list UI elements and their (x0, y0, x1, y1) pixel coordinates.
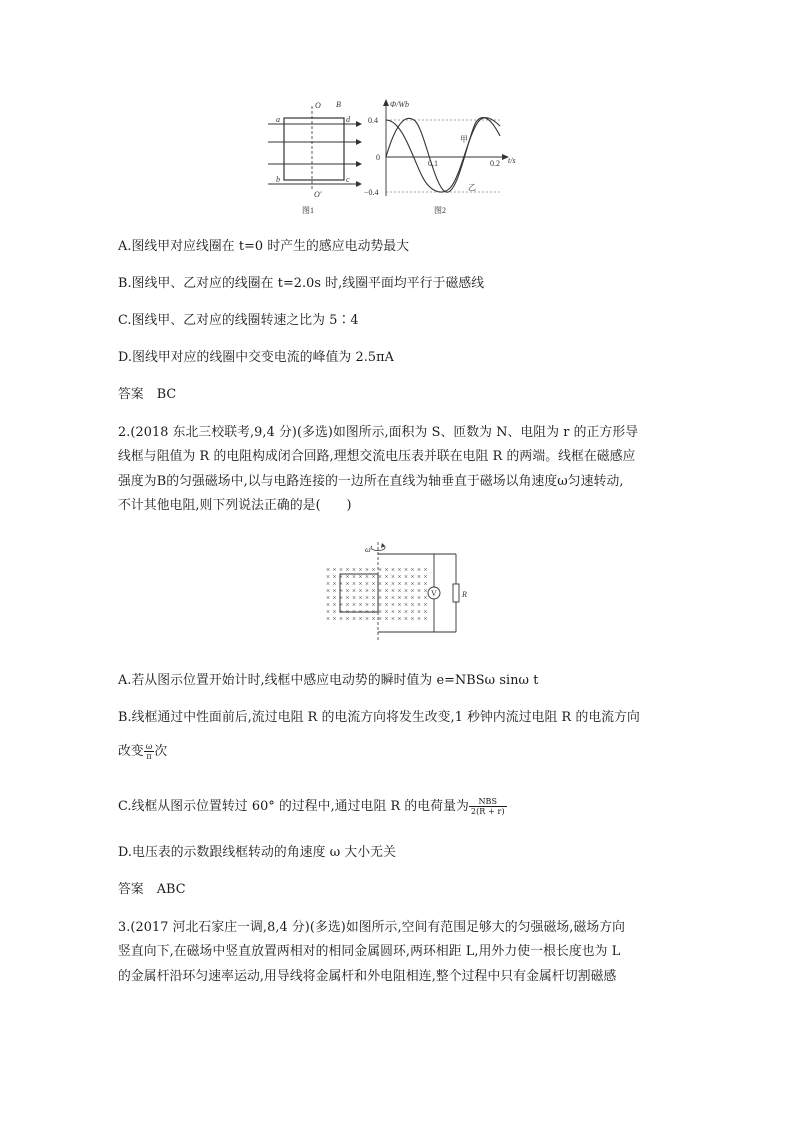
voltmeter-label: V (431, 589, 437, 598)
field-cross-mark: × (326, 594, 330, 602)
top-figure (262, 96, 532, 220)
field-cross-mark: × (339, 601, 343, 609)
field-cross-mark: × (371, 587, 376, 595)
field-cross-mark: × (345, 587, 350, 595)
magnetic-field-crosses (326, 566, 428, 623)
field-cross-mark: × (371, 580, 376, 588)
field-cross-mark: × (358, 608, 363, 616)
field-cross-mark: × (410, 587, 415, 595)
field-cross-mark: × (384, 608, 389, 616)
q2-answer: 答案 ABC (118, 882, 186, 897)
field-cross-mark: × (365, 573, 369, 581)
q2-stem-line-4: 不计其他电阻,则下列说法正确的是( ) (118, 498, 352, 513)
q2-stem-line-1: 2.(2018 东北三校联考,9,4 分)(多选)如图所示,面积为 S、匝数为 N、电阻为 r 的正方形导 (118, 425, 639, 440)
field-cross-mark: × (391, 580, 395, 588)
field-cross-mark: × (339, 580, 343, 588)
q2-option-b-prefix: 改变 (118, 744, 144, 759)
field-cross-mark: × (332, 615, 337, 623)
q2-option-b-line-2 (118, 742, 167, 761)
field-cross-mark: × (404, 580, 408, 588)
field-cross-mark: × (345, 566, 350, 574)
curve-jia (386, 118, 500, 193)
field-cross-mark: × (404, 594, 408, 602)
field-cross-mark: × (384, 580, 389, 588)
resistor-label: R (462, 590, 467, 599)
field-cross-mark: × (339, 587, 343, 595)
field-cross-mark: × (371, 573, 376, 581)
field-cross-mark: × (332, 573, 337, 581)
field-cross-mark: × (365, 594, 369, 602)
field-cross-mark: × (423, 608, 428, 616)
field-cross-mark: × (397, 608, 402, 616)
field-cross-mark: × (326, 587, 330, 595)
field-cross-mark: × (423, 587, 428, 595)
fig2-y-top: 0.4 (368, 116, 378, 125)
field-cross-mark: × (345, 601, 350, 609)
field-cross-mark: × (404, 601, 408, 609)
field-cross-mark: × (417, 601, 421, 609)
q1-option-c: C.图线甲、乙对应的线圈转速之比为 5∶4 (118, 313, 359, 328)
field-cross-mark: × (397, 601, 402, 609)
q2-stem-line-2: 线框与阻值为 R 的电阻构成闭合回路,理想交流电压表并联在电阻 R 的两端。线框在磁感应 (118, 449, 636, 464)
field-cross-mark: × (404, 587, 408, 595)
field-cross-mark: × (365, 615, 369, 623)
field-cross-mark: × (384, 573, 389, 581)
field-cross-mark: × (326, 608, 330, 616)
field-cross-mark: × (423, 580, 428, 588)
field-cross-mark: × (332, 580, 337, 588)
field-cross-mark: × (339, 615, 343, 623)
field-cross-mark: × (352, 608, 356, 616)
fig2-label-jia: 甲 (460, 135, 468, 144)
field-cross-mark: × (397, 580, 402, 588)
field-cross-mark: × (423, 594, 428, 602)
field-cross-mark: × (345, 615, 350, 623)
fig1-label-O: O (315, 101, 321, 110)
field-cross-mark: × (339, 573, 343, 581)
q2-option-c-text: C.线框从图示位置转过 60° 的过程中,通过电阻 R 的电荷量为 (118, 799, 469, 814)
fig1-label-b: b (276, 175, 280, 184)
field-cross-mark: × (371, 566, 376, 574)
field-cross-mark: × (410, 573, 415, 581)
field-cross-mark: × (326, 601, 330, 609)
field-cross-mark: × (332, 601, 337, 609)
field-cross-mark: × (358, 594, 363, 602)
field-cross-mark: × (417, 615, 421, 623)
field-cross-mark: × (410, 608, 415, 616)
field-cross-mark: × (378, 587, 382, 595)
field-cross-mark: × (352, 601, 356, 609)
field-cross-mark: × (326, 580, 330, 588)
omega-over-pi-fraction (144, 742, 155, 761)
field-cross-mark: × (423, 601, 428, 609)
fraction-denominator: 2(R + r) (470, 807, 505, 816)
field-cross-mark: × (404, 608, 408, 616)
fig2-caption: 图2 (434, 206, 446, 215)
field-cross-mark: × (358, 580, 363, 588)
field-cross-mark: × (371, 601, 376, 609)
fig1-label-d: d (346, 115, 350, 124)
field-cross-mark: × (378, 608, 382, 616)
field-cross-mark: × (397, 573, 402, 581)
field-cross-mark: × (339, 566, 343, 574)
field-cross-mark: × (378, 594, 382, 602)
field-cross-mark: × (352, 573, 356, 581)
fig1-label-B: B (336, 100, 341, 109)
q3-stem-line-2: 竖直向下,在磁场中竖直放置两相对的相同金属圆环,两环相距 L,用外力使一根长度也为 L (118, 944, 621, 959)
field-cross-mark: × (326, 615, 330, 623)
q2-option-b-suffix: 次 (154, 744, 168, 759)
field-cross-mark: × (423, 573, 428, 581)
field-cross-mark: × (332, 587, 337, 595)
field-cross-mark: × (417, 594, 421, 602)
field-cross-mark: × (410, 566, 415, 574)
field-cross-mark: × (345, 573, 350, 581)
q2-circuit-figure (318, 536, 468, 646)
field-cross-mark: × (410, 601, 415, 609)
field-cross-mark: × (417, 566, 421, 574)
field-cross-mark: × (417, 580, 421, 588)
field-cross-mark: × (397, 566, 402, 574)
field-cross-mark: × (384, 594, 389, 602)
fig2-flux-graph (364, 99, 516, 215)
field-cross-mark: × (417, 608, 421, 616)
fig1-label-O-prime: O' (314, 190, 322, 199)
field-cross-mark: × (358, 573, 363, 581)
charge-fraction (469, 797, 507, 816)
field-cross-mark: × (352, 580, 356, 588)
fraction-numerator: ω (145, 742, 153, 751)
fraction-denominator: π (146, 752, 152, 761)
field-cross-mark: × (345, 580, 350, 588)
field-cross-mark: × (371, 594, 376, 602)
q1-option-d: D.图线甲对应的线圈中交变电流的峰值为 2.5πA (118, 350, 394, 365)
field-cross-mark: × (365, 608, 369, 616)
q2-stem-line-3: 强度为B的匀强磁场中,以与电路连接的一边所在直线为轴垂直于磁场以角速度ω匀速转动, (118, 474, 624, 489)
fig1-caption: 图1 (302, 206, 314, 215)
field-cross-mark: × (345, 594, 350, 602)
q1-answer: 答案 BC (118, 387, 177, 402)
field-cross-mark: × (339, 608, 343, 616)
field-cross-mark: × (410, 580, 415, 588)
field-cross-mark: × (391, 594, 395, 602)
field-cross-mark: × (326, 566, 330, 574)
resistor-icon (453, 584, 459, 602)
fig2-label-yi: 乙 (468, 183, 476, 192)
field-cross-mark: × (391, 573, 395, 581)
fig2-y-zero: 0 (376, 153, 380, 162)
field-cross-mark: × (378, 573, 382, 581)
field-cross-mark: × (332, 608, 337, 616)
fig1-label-c: c (346, 175, 350, 184)
field-cross-mark: × (404, 615, 408, 623)
field-cross-mark: × (391, 608, 395, 616)
field-cross-mark: × (384, 615, 389, 623)
field-cross-mark: × (384, 601, 389, 609)
field-cross-mark: × (365, 580, 369, 588)
field-cross-mark: × (365, 587, 369, 595)
fraction-numerator: NBS (469, 797, 507, 807)
q3-stem-line-1: 3.(2017 河北石家庄一调,8,4 分)(多选)如图所示,空间有范围足够大的匀强磁场,磁场方向 (118, 920, 626, 935)
field-cross-mark: × (404, 573, 408, 581)
field-cross-mark: × (352, 566, 356, 574)
field-cross-mark: × (423, 566, 428, 574)
field-cross-mark: × (404, 566, 408, 574)
field-cross-mark: × (384, 587, 389, 595)
field-cross-mark: × (417, 587, 421, 595)
fig1-label-a: a (276, 115, 280, 124)
field-cross-mark: × (358, 601, 363, 609)
field-cross-mark: × (378, 580, 382, 588)
q2-option-a: A.若从图示位置开始计时,线框中感应电动势的瞬时值为 e=NBSω sinω t (118, 673, 539, 688)
fig2-y-bottom: −0.4 (364, 188, 379, 197)
q3-stem-line-3: 的金属杆沿环匀速率运动,用导线将金属杆和外电阻相连,整个过程中只有金属杆切割磁感 (118, 969, 617, 984)
fig2-ylabel: Φ/Wb (390, 100, 409, 109)
omega-label: ω (365, 545, 371, 554)
field-cross-mark: × (352, 594, 356, 602)
field-cross-mark: × (352, 587, 356, 595)
field-cross-mark: × (352, 615, 356, 623)
field-cross-mark: × (391, 587, 395, 595)
field-cross-mark: × (410, 615, 415, 623)
q2-option-b-line-1: B.线框通过中性面前后,流过电阻 R 的电流方向将发生改变,1 秒钟内流过电阻 R 的电流方向 (118, 710, 640, 725)
field-cross-mark: × (397, 615, 402, 623)
field-cross-mark: × (326, 573, 330, 581)
q2-option-c (118, 797, 507, 816)
field-cross-mark: × (332, 594, 337, 602)
field-cross-mark: × (384, 566, 389, 574)
field-cross-mark: × (332, 566, 337, 574)
field-cross-mark: × (358, 587, 363, 595)
field-cross-mark: × (410, 594, 415, 602)
field-cross-mark: × (371, 608, 376, 616)
field-cross-mark: × (378, 615, 382, 623)
field-cross-mark: × (365, 566, 369, 574)
field-cross-mark: × (358, 566, 363, 574)
curve-yi (386, 118, 500, 192)
field-cross-mark: × (378, 601, 382, 609)
field-cross-mark: × (391, 601, 395, 609)
field-cross-mark: × (339, 594, 343, 602)
fig1-coil-diagram (268, 100, 362, 215)
field-cross-mark: × (391, 615, 395, 623)
field-cross-mark: × (391, 566, 395, 574)
fig2-xlabel: t/s (508, 156, 516, 165)
fig2-x-tick2: 0.2 (490, 159, 500, 168)
field-cross-mark: × (378, 566, 382, 574)
field-cross-mark: × (423, 615, 428, 623)
q2-option-d: D.电压表的示数跟线框转动的角速度 ω 大小无关 (118, 845, 396, 860)
fig2-x-tick1: 0.1 (428, 159, 438, 168)
field-cross-mark: × (417, 573, 421, 581)
field-cross-mark: × (345, 608, 350, 616)
field-cross-mark: × (397, 594, 402, 602)
field-cross-mark: × (397, 587, 402, 595)
field-cross-mark: × (365, 601, 369, 609)
field-cross-mark: × (371, 615, 376, 623)
field-cross-mark: × (358, 615, 363, 623)
q1-option-b: B.图线甲、乙对应的线圈在 t=2.0s 时,线圈平面均平行于磁感线 (118, 276, 485, 291)
q1-option-a: A.图线甲对应线圈在 t=0 时产生的感应电动势最大 (118, 239, 410, 254)
